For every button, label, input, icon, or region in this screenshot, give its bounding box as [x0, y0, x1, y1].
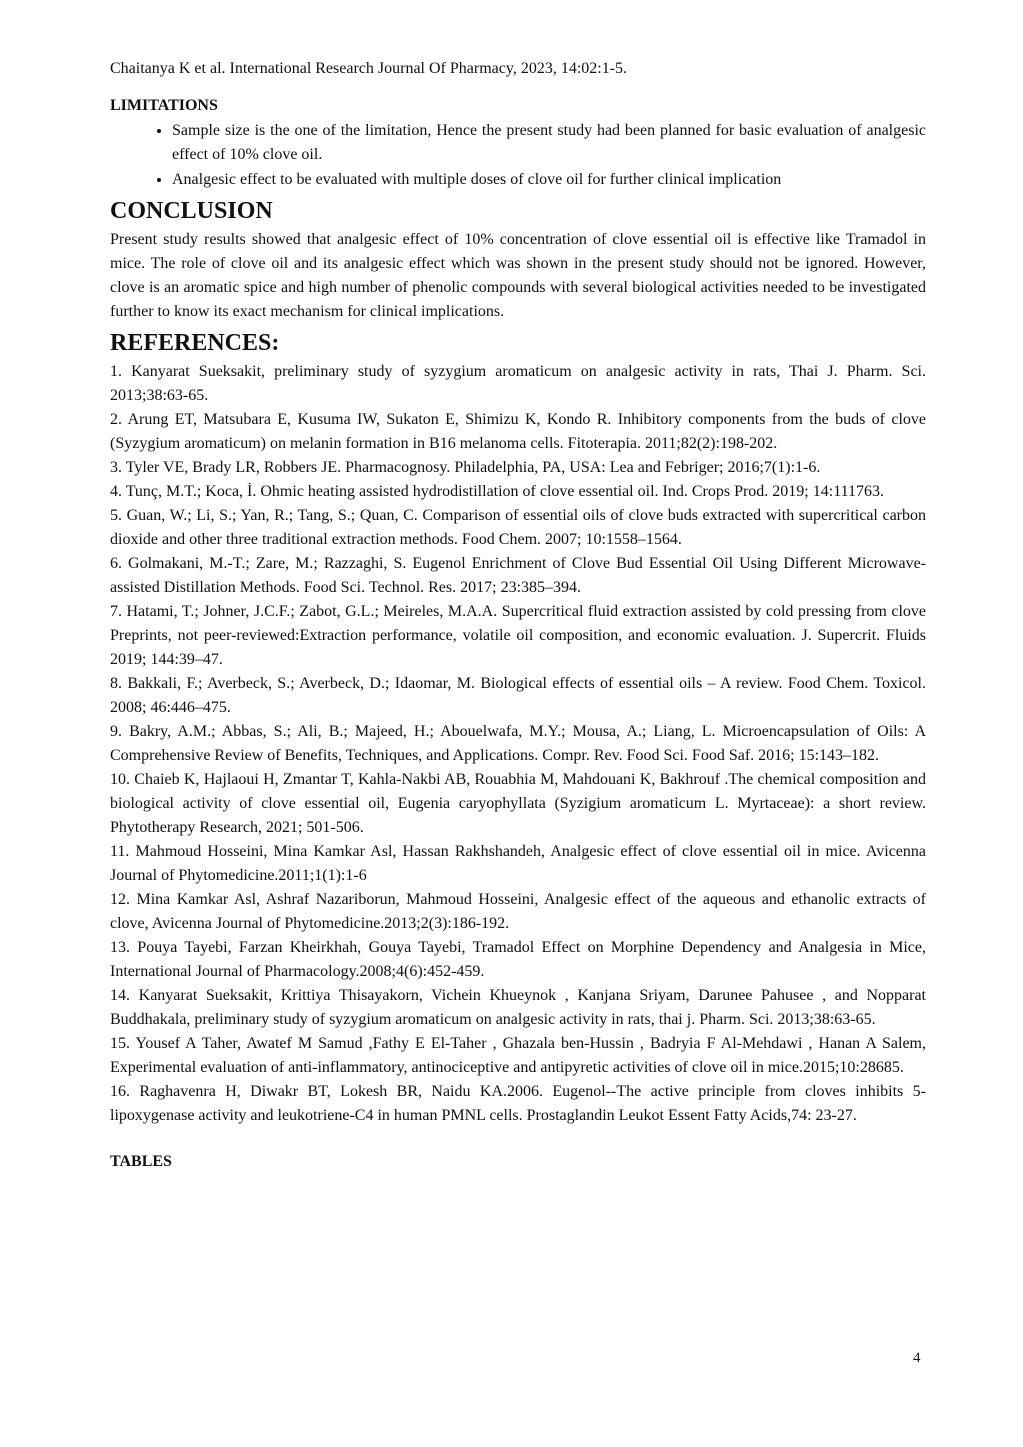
limitations-list	[110, 119, 926, 192]
reference-item: 4. Tunç, M.T.; Koca, İ. Ohmic heating assisted hydrodistillation of clove essential oil. Ind. Crops Prod. 2019; 14:111763.	[110, 483, 884, 500]
conclusion-text: Present study results showed that analgesic effect of 10% concentration of clove essential oil is effective like Tramadol in mice. The role of clove oil and its analgesic effect which was shown in the present study should not be ignored. However, clove is an aromatic spice and high number of phenolic compounds with several biological activities needed to be investigated further to know its exact mechanism for clinical implications.	[110, 231, 926, 320]
reference-item: 3. Tyler VE, Brady LR, Robbers JE. Pharmacognosy. Philadelphia, PA, USA: Lea and Febriger; 2016;7(1):1-6.	[110, 459, 821, 476]
reference-item: 12. Mina Kamkar Asl, Ashraf Nazariborun, Mahmoud Hosseini, Analgesic effect of the aqueous and ethanolic extracts of clove, Avicenna Journal of Phytomedicine.2013;2(3):186-192.	[110, 891, 926, 932]
reference-item: 1. Kanyarat Sueksakit, preliminary study of syzygium aromaticum on analgesic activity in rats, Thai J. Pharm. Sci. 2013;38:63-65.	[110, 363, 926, 404]
running-header: Chaitanya K et al. International Research Journal Of Pharmacy, 2023, 14:02:1-5.	[110, 60, 628, 77]
reference-item: 13. Pouya Tayebi, Farzan Kheirkhah, Gouya Tayebi, Tramadol Effect on Morphine Dependency and Analgesia in Mice, International Journal of Pharmacology.2008;4(6):452-459.	[110, 939, 926, 980]
reference-item: 6. Golmakani, M.-T.; Zare, M.; Razzaghi, S. Eugenol Enrichment of Clove Bud Essential Oil Using Different Microwave-assisted Distillation Methods. Food Sci. Technol. Res. 2017; 23:385–394.	[110, 555, 926, 596]
page-number: 4	[913, 1350, 921, 1366]
limitation-item: • Analgesic effect to be evaluated with multiple doses of clove oil for further clinical implication	[172, 168, 926, 192]
reference-item: 15. Yousef A Taher, Awatef M Samud ,Fathy E El-Taher , Ghazala ben-Hussin , Badryia F Al-Mehdawi , Hanan A Salem, Experimental evaluation of anti-inflammatory, antinociceptive and antipyretic activities of clove oil in mice.2015;10:28685.	[110, 1035, 926, 1076]
conclusion-heading: CONCLUSION	[110, 198, 273, 224]
reference-item: 10. Chaieb K, Hajlaoui H, Zmantar T, Kahla-Nakbi AB, Rouabhia M, Mahdouani K, Bakhrouf .The chemical composition and biological activity of clove essential oil, Eugenia caryophyllata (Syzigium aromaticum L. Myrtaceae): a short review. Phytotherapy Research, 2021; 501-506.	[110, 771, 926, 836]
limitations-heading: LIMITATIONS	[110, 97, 218, 114]
page-content	[110, 57, 926, 1174]
tables-heading: TABLES	[110, 1153, 172, 1170]
reference-item: 8. Bakkali, F.; Averbeck, S.; Averbeck, D.; Idaomar, M. Biological effects of essential oils – A review. Food Chem. Toxicol. 2008; 46:446–475.	[110, 675, 926, 716]
reference-item: 16. Raghavenra H, Diwakr BT, Lokesh BR, Naidu KA.2006. Eugenol--The active principle from cloves inhibits 5-lipoxygenase activity and leukotriene-C4 in human PMNL cells. Prostaglandin Leukot Essent Fatty Acids,74: 23-27.	[110, 1083, 926, 1124]
reference-item: 14. Kanyarat Sueksakit, Krittiya Thisayakorn, Vichein Khueynok , Kanjana Sriyam, Darunee Pahusee , and Nopparat Buddhakala, preliminary study of syzygium aromaticum on analgesic activity in rats, thai j. Pharm. Sci. 2013;38:63-65.	[110, 987, 926, 1028]
reference-item: 9. Bakry, A.M.; Abbas, S.; Ali, B.; Majeed, H.; Abouelwafa, M.Y.; Mousa, A.; Liang, L. Microencapsulation of Oils: A Comprehensive Review of Benefits, Techniques, and Applications. Compr. Rev. Food Sci. Food Saf. 2016; 15:143–182.	[110, 723, 926, 764]
limitation-item: • Sample size is the one of the limitation, Hence the present study had been planned for basic evaluation of analgesic effect of 10% clove oil.	[172, 119, 926, 167]
reference-item: 11. Mahmoud Hosseini, Mina Kamkar Asl, Hassan Rakhshandeh, Analgesic effect of clove essential oil in mice. Avicenna Journal of Phytomedicine.2011;1(1):1-6	[110, 843, 926, 884]
reference-item: 5. Guan, W.; Li, S.; Yan, R.; Tang, S.; Quan, C. Comparison of essential oils of clove buds extracted with supercritical carbon dioxide and other three traditional extraction methods. Food Chem. 2007; 10:1558–1564.	[110, 507, 926, 548]
references-list	[110, 360, 926, 1128]
reference-item: 2. Arung ET, Matsubara E, Kusuma IW, Sukaton E, Shimizu K, Kondo R. Inhibitory components from the buds of clove (Syzygium aromaticum) on melanin formation in B16 melanoma cells. Fitoterapia. 2011;82(2):198-202.	[110, 411, 926, 452]
references-heading: REFERENCES:	[110, 330, 280, 356]
reference-item: 7. Hatami, T.; Johner, J.C.F.; Zabot, G.L.; Meireles, M.A.A. Supercritical fluid extraction assisted by cold pressing from clove Preprints, not peer-reviewed:Extraction performance, volatile oil composition, and economic evaluation. J. Supercrit. Fluids 2019; 144:39–47.	[110, 603, 926, 668]
